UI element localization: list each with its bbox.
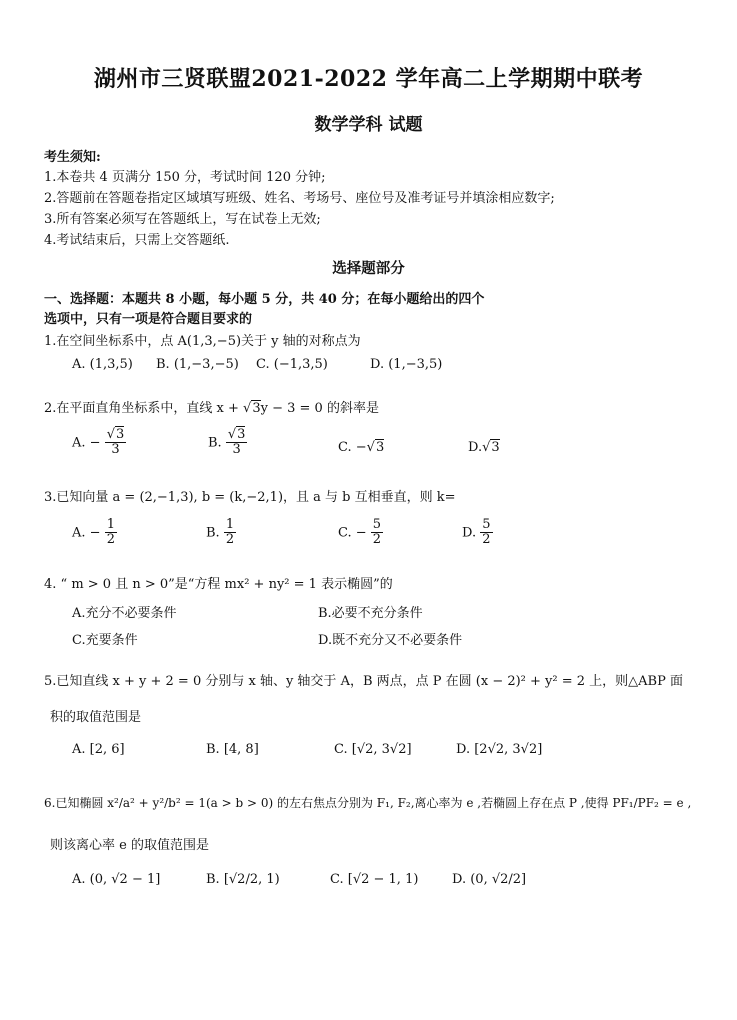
q4-option-c: C.充要条件 (72, 633, 138, 648)
q3-d-num: 5 (482, 517, 491, 532)
q3-d-label: D. (462, 525, 477, 541)
sqrt-symbol: √ (243, 401, 252, 416)
q2-stem-post: y − 3 = 0 的斜率是 (260, 401, 379, 416)
q2-b-num: 3 (237, 427, 246, 442)
q2-option-b (208, 428, 247, 458)
notice-item-3: 3.所有答案必须写在答题纸上，写在试卷上无效; (44, 212, 321, 227)
q2-b-fraction: $\frac{√3}{3}$ (227, 427, 246, 458)
q2-option-c: C. −√3 (338, 440, 385, 455)
q2-a-label: A. − (72, 435, 101, 451)
q3-c-fraction (371, 518, 383, 548)
q2-c-label: C. − (338, 440, 367, 455)
q6-option-a: A. (0, √2 − 1] (72, 872, 161, 887)
notice-item-2: 2.答题前在答题卷指定区域填写班级、姓名、考场号、座位号及准考证号并填涂相应数字; (44, 191, 555, 206)
q2-c-rad: 3 (375, 440, 385, 455)
q3-a-label: A. − (72, 525, 101, 541)
q3-a-num: 1 (106, 517, 115, 532)
q5-option-d: D. [2√2, 3√2] (456, 742, 543, 757)
q3-option-c (338, 518, 383, 548)
q2-a-den: 3 (111, 442, 120, 458)
q3-c-label: C. − (338, 525, 367, 541)
q3-a-fraction (105, 518, 117, 548)
q6-option-b: B. [√2/2, 1) (206, 872, 280, 887)
q2-option-a (72, 428, 126, 458)
q3-d-fraction (480, 518, 492, 548)
q2-a-num: 3 (115, 427, 125, 442)
question-6-stem: 6.已知椭圆 x²/a² + y²/b² = 1(a > b > 0) 的左右焦点分别为 F₁, F₂,离心率为 e ,若椭圆上存在点 P ,使得 PF₁/PF₂ = e , (44, 796, 692, 810)
notice-item-1: 1.本卷共 4 页满分 150 分，考试时间 120 分钟; (44, 170, 326, 185)
q3-b-fraction (224, 518, 236, 548)
question-2-stem (44, 397, 379, 416)
q3-b-den: 2 (225, 532, 235, 548)
question-6-stem-2: 则该离心率 e 的取值范围是 (50, 838, 209, 853)
q2-b-label: B. (208, 435, 222, 451)
q3-a-den: 2 (106, 532, 115, 548)
q1-option-b: B. (1,−3,−5) (156, 357, 239, 372)
notice-heading: 考生须知: (44, 150, 101, 165)
q2-stem-pre: 2.在平面直角坐标系中，直线 x + (44, 401, 244, 416)
q4-option-b: B.必要不充分条件 (318, 606, 423, 621)
q2-a-fraction: $\frac{√3}{3}$ (106, 427, 125, 458)
q5-option-a: A. [2, 6] (72, 742, 125, 757)
q3-c-den: 2 (372, 532, 382, 548)
question-1-stem: 1.在空间坐标系中，点 A(1,3,−5)关于 y 轴的对称点为 (44, 334, 361, 349)
q6-option-c: C. [√2 − 1, 1) (330, 872, 419, 887)
q2-option-d: D.√3 (468, 440, 500, 455)
q5-option-c: C. [√2, 3√2] (334, 742, 412, 757)
exam-title: 湖州市三贤联盟2021-2022 学年高二上学期期中联考 (93, 66, 644, 92)
section-instruction-1: 一、选择题：本题共 8 小题，每小题 5 分，共 40 分；在每小题给出的四个 (44, 292, 485, 307)
q6-option-d: D. (0, √2/2] (452, 872, 527, 887)
notice-item-4: 4.考试结束后，只需上交答题纸. (44, 233, 230, 248)
exam-subtitle: 数学学科 试题 (314, 115, 423, 135)
q3-b-num: 1 (225, 517, 235, 532)
q3-option-a (72, 518, 117, 548)
q3-d-den: 2 (482, 532, 491, 548)
q1-option-c: C. (−1,3,5) (256, 357, 328, 372)
question-3-stem: 3.已知向量 a = (2,−1,3), b = (k,−2,1)，且 a 与 b 互相垂直，则 k= (44, 490, 456, 505)
q4-option-d: D.既不充分又不必要条件 (318, 633, 463, 648)
q1-option-a: A. (1,3,5) (72, 357, 133, 372)
q2-b-den: 3 (232, 442, 241, 458)
q3-option-b (206, 518, 236, 548)
q1-option-d: D. (1,−3,5) (370, 357, 443, 372)
question-5-stem: 5.已知直线 x + y + 2 = 0 分别与 x 轴、y 轴交于 A，B 两点，点 P 在圆 (x − 2)² + y² = 2 上，则△ABP 面 (44, 674, 683, 689)
q2-stem-sqrt: 3 (252, 401, 261, 416)
q4-option-a: A.充分不必要条件 (72, 606, 177, 621)
section-instruction-2: 选项中，只有一项是符合题目要求的 (44, 312, 253, 327)
question-4-stem: 4. “ m > 0 且 n > 0”是“方程 mx² + ny² = 1 表示椭圆”的 (44, 577, 393, 592)
q5-option-b: B. [4, 8] (206, 742, 259, 757)
q2-d-rad: 3 (491, 440, 500, 455)
question-5-stem-2: 积的取值范围是 (50, 710, 142, 725)
q3-c-num: 5 (372, 517, 382, 532)
q3-option-d (462, 518, 493, 548)
section-title: 选择题部分 (332, 260, 405, 277)
q2-d-label: D. (468, 440, 483, 455)
q3-b-label: B. (206, 525, 220, 541)
